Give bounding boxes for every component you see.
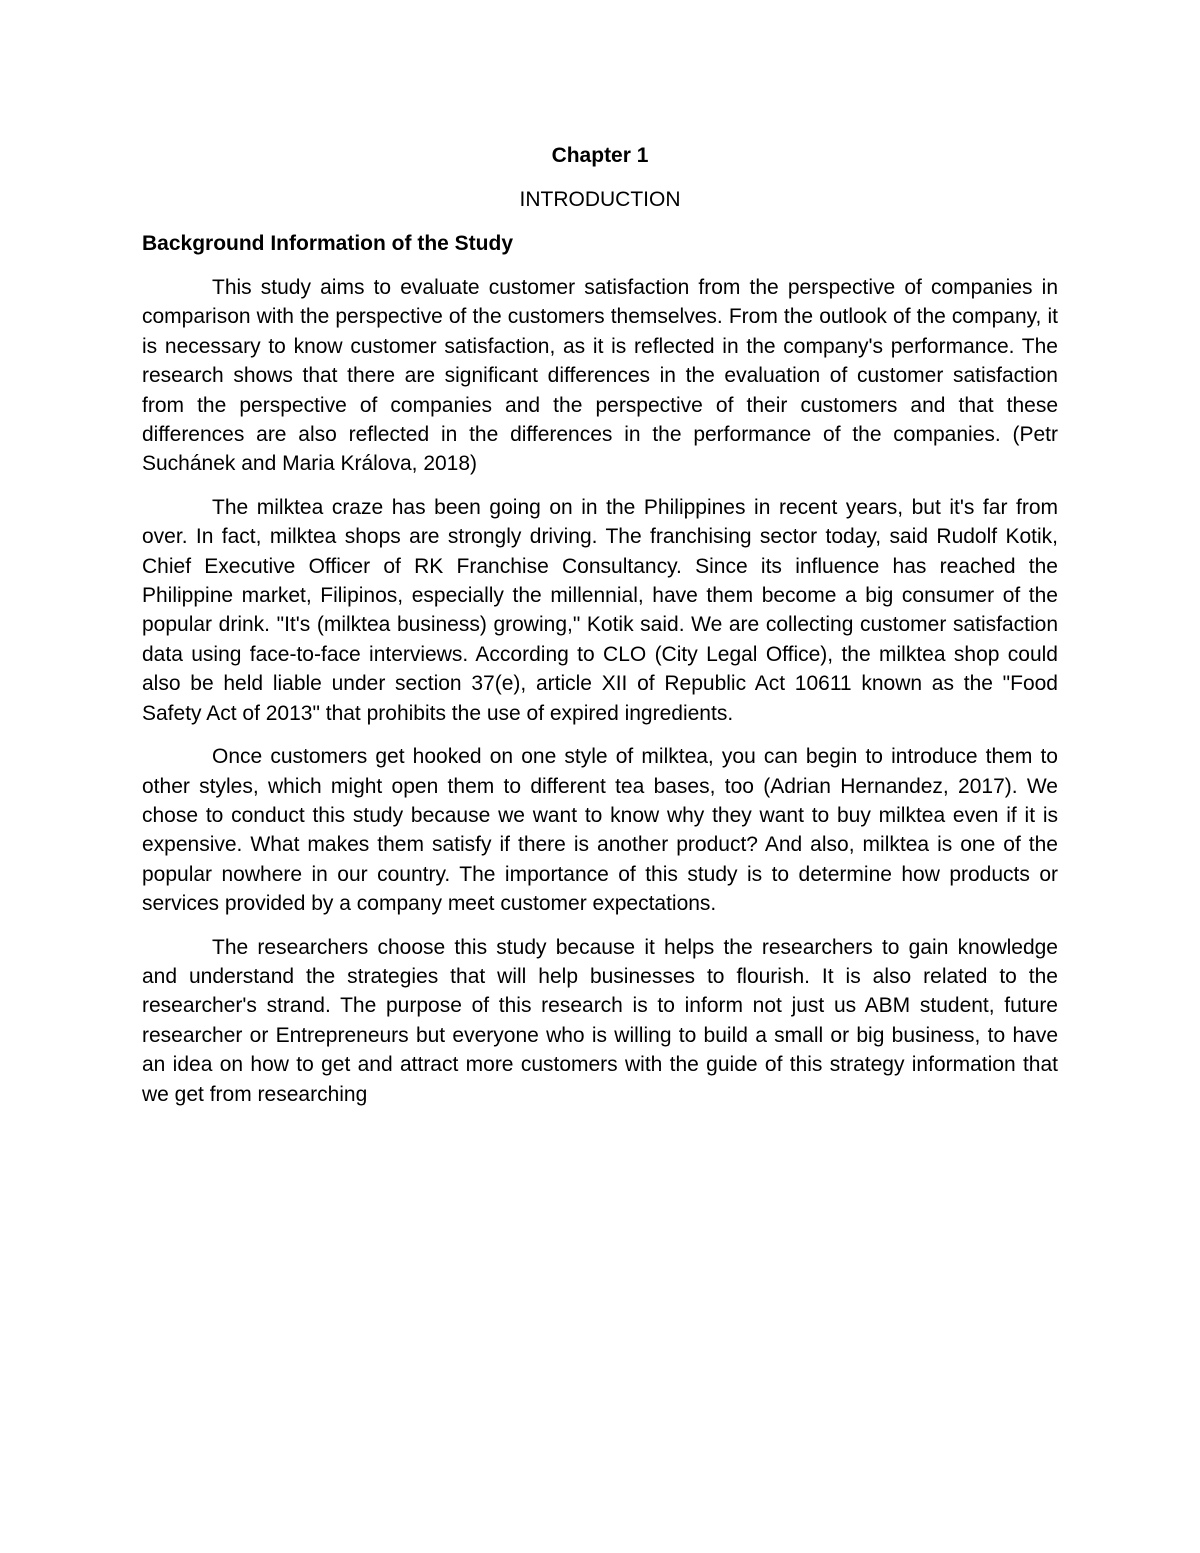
section-heading: Background Information of the Study — [142, 232, 513, 255]
paragraph-milktea-craze: The milktea craze has been going on in the Philippines in recent years, but it's far from over. In fact, milktea shops are strongly driving. The franchising sector today, said Rudolf Kotik, Chief Executive Officer of RK Franchise Consultancy. Since its influence has reached the Philippine market, Filipinos, especially the millennial, have them become a big consumer of the popular drink. "It's (milktea business) growing," Kotik said. We are collecting customer satisfaction data using face-to-face interviews. According to CLO (City Legal Office), the milktea shop could also be held liable under section 37(e), article XII of Republic Act 10611 known as the "Food Safety Act of 2013" that prohibits the use of expired ingredients. — [142, 495, 1058, 725]
paragraph-study-purpose: The researchers choose this study because it helps the researchers to gain knowledge and understand the strategies that will help businesses to flourish. It is also related to the researcher's strand. The purpose of this research is to inform not just us ABM student, future researcher or Entrepreneurs but everyone who is willing to build a small or big business, to have an idea on how to get and attract more customers with the guide of this strategy information that we get from researching — [142, 935, 1058, 1106]
document-title: INTRODUCTION — [519, 188, 681, 211]
chapter-heading: Chapter 1 — [551, 144, 649, 167]
paragraph-milktea-styles: Once customers get hooked on one style of milktea, you can begin to introduce them to other styles, which might open them to different tea bases, too (Adrian Hernandez, 2017). We chose to conduct this study because we want to know why they want to buy milktea even if it is expensive. What makes them satisfy if there is another product? And also, milktea is one of the popular nowhere in our country. The importance of this study is to determine how products or services provided by a company meet customer expectations. — [142, 745, 1058, 916]
document-body — [142, 141, 1058, 1123]
paragraph-customer-satisfaction: This study aims to evaluate customer satisfaction from the perspective of companies in comparison with the perspective of the customers themselves. From the outlook of the company, it is necessary to know customer satisfaction, as it is reflected in the company's performance. The research shows that there are significant differences in the evaluation of customer satisfaction from the perspective of companies and the perspective of their customers and that these differences are also reflected in the differences in the performance of the companies. (Petr Suchánek and Maria Králova, 2018) — [142, 276, 1058, 476]
